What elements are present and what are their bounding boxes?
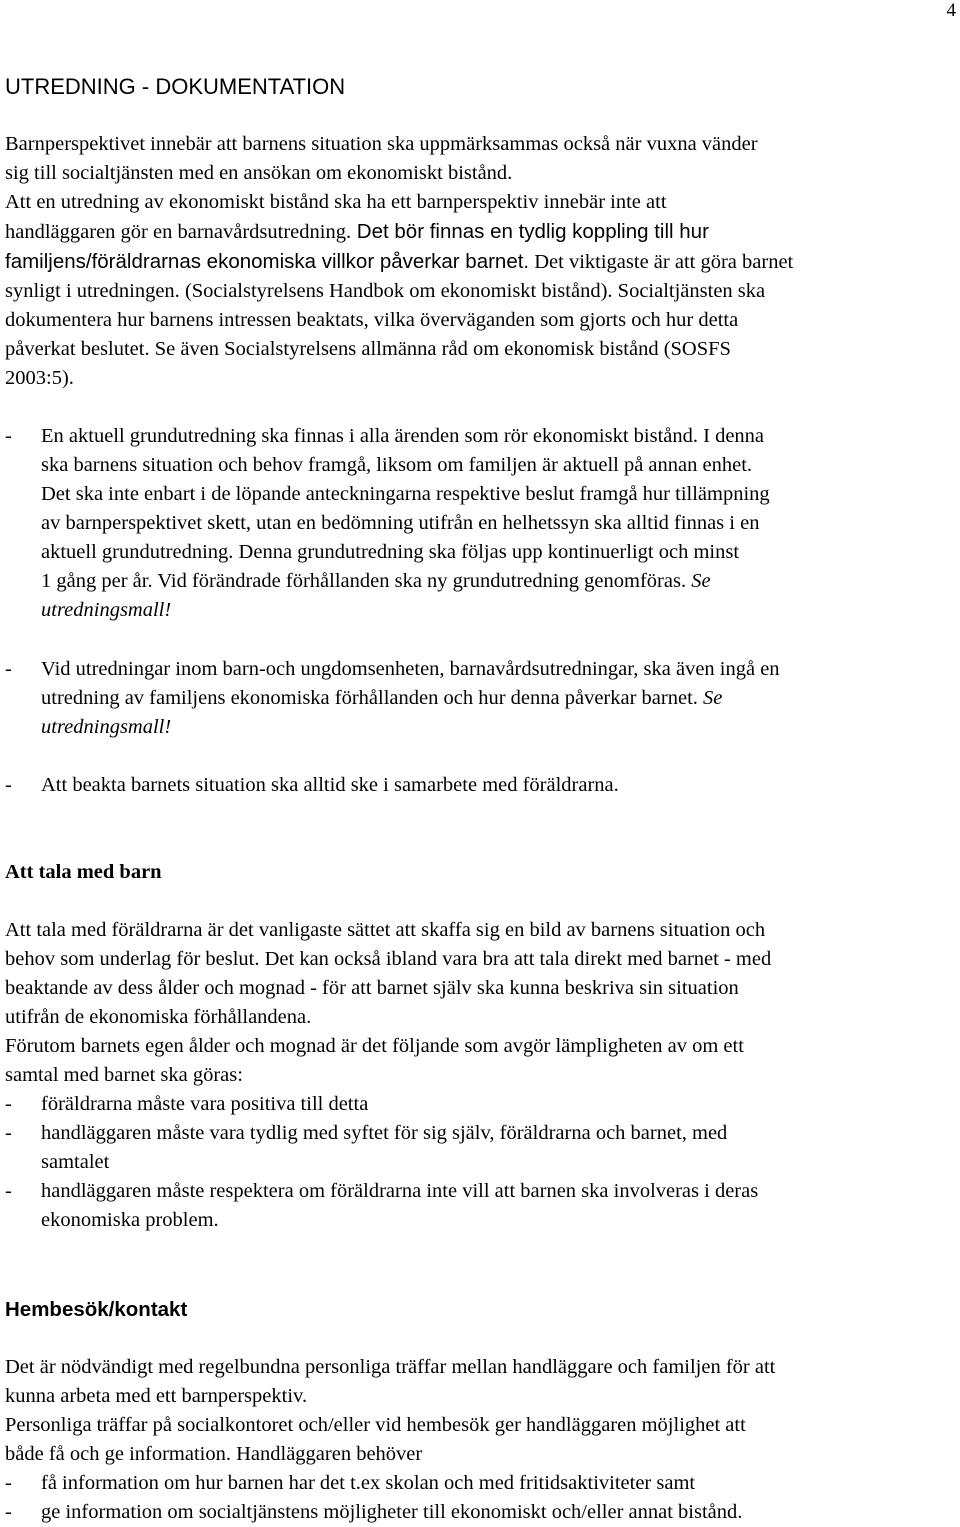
bullet-line: samtalet: [41, 1151, 110, 1173]
section-heading-talk: Att tala med barn: [5, 861, 162, 883]
bullet-line: 1 gång per år. Vid förändrade förhållanden ska ny grundutredning genomföras. Se: [41, 570, 711, 592]
utredningsmall-link: utredningsmall!: [41, 716, 172, 738]
talk-paragraph: [5, 916, 960, 1090]
bullet-line: Det ska inte enbart i de löpande anteckningarna respektive beslut framgå hur tillämpning: [41, 483, 770, 505]
bullet-barn-ungdom: [5, 655, 960, 742]
page-title: UTREDNING - DOKUMENTATION: [5, 74, 346, 99]
intro-line-1: Barnperspektivet innebär att barnens situation ska uppmärksammas också när vuxna vänder: [5, 133, 758, 155]
talk-line: beaktande av dess ålder och mognad - för att barnet själv ska kunna beskriva sin situation: [5, 977, 739, 999]
bullet-line: av barnperspektivet skett, utan en bedömning utifrån en helhetssyn ska alltid finnas i en: [41, 512, 760, 534]
intro-line-9: 2003:5).: [5, 367, 74, 389]
visit-line: Det är nödvändigt med regelbundna personliga träffar mellan handläggare och familjen för att: [5, 1356, 776, 1378]
talk-line: behov som underlag för beslut. Det kan också ibland vara bra att tala direkt med barnet - med: [5, 948, 772, 970]
visit-bullet: [5, 1469, 960, 1498]
bullet-line: föräldrarna måste vara positiva till detta: [41, 1093, 369, 1115]
bullet-line: ska barnens situation och behov framgå, liksom om familjen är aktuell på annan enhet.: [41, 454, 753, 476]
bullet-line: [41, 596, 960, 625]
bullet-line: aktuell grundutredning. Denna grundutredning ska följas upp kontinuerligt och minst: [41, 541, 740, 563]
page-number: 4: [946, 0, 956, 21]
intro-paragraph: [5, 130, 960, 393]
visit-line: Personliga träffar på socialkontoret och/eller vid hembesök ger handläggaren möjlighet att: [5, 1414, 746, 1436]
talk-line: samtal med barnet ska göras:: [5, 1064, 243, 1086]
bullet-line: ge information om socialtjänstens möjligheter till ekonomiskt och/eller annat bistånd.: [41, 1501, 743, 1523]
visit-line: både få och ge information. Handläggaren behöver: [5, 1443, 423, 1465]
bullet-line: En aktuell grundutredning ska finnas i alla ärenden som rör ekonomiskt bistånd. I denna: [41, 425, 765, 447]
intro-line-2: sig till socialtjänsten med en ansökan om ekonomiskt bistånd.: [5, 162, 513, 184]
utredningsmall-link: Se: [703, 687, 723, 709]
talk-bullet: [5, 1090, 960, 1119]
talk-bullet: [5, 1119, 960, 1177]
utredningsmall-link: Se: [691, 570, 711, 592]
intro-line-4: handläggaren gör en barnavårdsutredning. Det bör finnas en tydlig koppling till hur: [5, 220, 709, 243]
bullet-grundutredning: [5, 422, 960, 625]
bullet-dash: -: [5, 1122, 12, 1144]
bullet-dash: -: [5, 774, 12, 796]
bullet-line: Att beakta barnets situation ska alltid ske i samarbete med föräldrarna.: [41, 774, 619, 796]
talk-bullet: [5, 1177, 960, 1235]
intro-line-5: familjens/föräldrarnas ekonomiska villkor påverkar barnet. Det viktigaste är att göra barnet: [5, 250, 794, 273]
bullet-line: få information om hur barnen har det t.ex skolan och med fritidsaktiviteter samt: [41, 1472, 696, 1494]
bullet-dash: -: [5, 1180, 12, 1202]
visit-bullet: [5, 1498, 960, 1527]
bullet-line: utredning av familjens ekonomiska förhållanden och hur denna påverkar barnet. Se: [41, 687, 723, 709]
bullet-dash: -: [5, 1093, 12, 1115]
bullet-samarbete: [5, 771, 960, 800]
intro-line-7: dokumentera hur barnens intressen beaktats, vilka överväganden som gjorts och hur detta: [5, 309, 739, 331]
bullet-dash: -: [5, 658, 12, 680]
bullet-line: handläggaren måste vara tydlig med syftet för sig själv, föräldrarna och barnet, med: [41, 1122, 728, 1144]
visit-line: kunna arbeta med ett barnperspektiv.: [5, 1385, 308, 1407]
intro-line-8: påverkat beslutet. Se även Socialstyrelsens allmänna råd om ekonomisk bistånd (SOSFS: [5, 338, 731, 360]
visit-paragraph: [5, 1353, 960, 1469]
bullet-dash: -: [5, 1472, 12, 1494]
bullet-dash: -: [5, 1501, 12, 1523]
intro-line-3: Att en utredning av ekonomiskt bistånd ska ha ett barnperspektiv innebär inte att: [5, 191, 667, 213]
bullet-line: handläggaren måste respektera om föräldrarna inte vill att barnen ska involveras i deras: [41, 1180, 759, 1202]
bullet-line: ekonomiska problem.: [41, 1209, 219, 1231]
talk-line: Att tala med föräldrarna är det vanligaste sättet att skaffa sig en bild av barnens situation och: [5, 919, 766, 941]
bullet-line: Vid utredningar inom barn-och ungdomsenheten, barnavårdsutredningar, ska även ingå en: [41, 658, 780, 680]
intro-line-6: synligt i utredningen. (Socialstyrelsens Handbok om ekonomiskt bistånd). Socialtjänsten ska: [5, 280, 766, 302]
talk-line: utifrån de ekonomiska förhållandena.: [5, 1006, 312, 1028]
bullet-line: [41, 713, 960, 742]
talk-line: Förutom barnets egen ålder och mognad är det följande som avgör lämpligheten av om ett: [5, 1035, 744, 1057]
bullet-dash: -: [5, 425, 12, 447]
utredningsmall-link: utredningsmall!: [41, 599, 172, 621]
section-heading-visit: Hembesök/kontakt: [5, 1298, 188, 1321]
